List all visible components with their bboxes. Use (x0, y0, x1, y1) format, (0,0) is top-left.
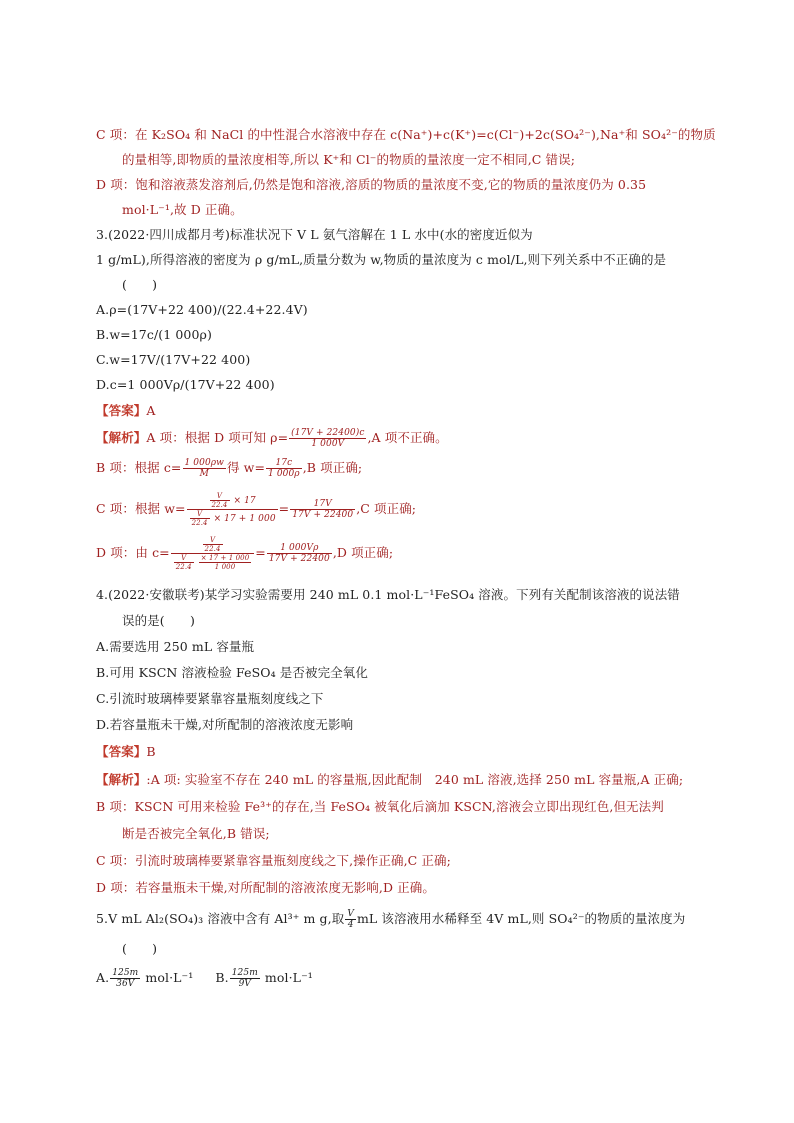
compound-fraction (187, 492, 278, 527)
numerator: × 17 + 1 000 (200, 554, 250, 562)
question-4-stem: 误的是( ) (122, 613, 195, 628)
analysis-text: B 项：根据 c= (96, 460, 182, 475)
question-text: mL 该溶液用水稀释至 4V mL,则 SO₄²⁻的物质的量浓度为 (356, 911, 686, 926)
numerator (171, 536, 255, 554)
analysis-line (96, 428, 706, 449)
fraction (267, 543, 332, 564)
text-line: mol·L⁻¹,故 D 正确。 (122, 202, 243, 217)
analysis-line (96, 771, 706, 789)
option-a: A.需要选用 250 mL 容量瓶 (96, 639, 255, 654)
numerator (187, 492, 278, 510)
denominator: 4 (347, 920, 354, 930)
denominator: 9V (238, 979, 252, 989)
fraction (190, 510, 210, 527)
answer-line (96, 743, 706, 761)
question-5-stem (96, 909, 706, 930)
fraction (345, 909, 356, 930)
fraction (266, 458, 302, 479)
answer-label: 【答案】 (96, 744, 147, 759)
analysis-text: C 项：根据 w= (96, 501, 186, 516)
equals-sign: = (255, 545, 266, 560)
option-a-label: A. (96, 970, 110, 985)
analysis-text: ,D 项正确; (332, 545, 394, 560)
denominator: 22.4 (204, 545, 221, 553)
options-row (96, 968, 706, 989)
numerator: V (347, 909, 354, 919)
text-line: C 项：在 K₂SO₄ 和 NaCl 的中性混合水溶液中存在 c(Na⁺)+c(K⁺)=c(Cl⁻)+2c(SO₄²⁻),Na⁺和 SO₄²⁻的物质 (96, 127, 716, 142)
numerator: V (190, 510, 210, 519)
numerator: 125m (231, 968, 258, 978)
denominator: 22.4 (211, 501, 228, 509)
fraction (110, 968, 140, 989)
option-b: B.可用 KSCN 溶液检验 FeSO₄ 是否被完全氧化 (96, 665, 368, 680)
option-b-unit: mol·L⁻¹ (260, 970, 313, 985)
option-c: C.w=17V/(17V+22 400) (96, 352, 251, 367)
answer-value: B (146, 744, 156, 759)
question-3-stem: 1 g/mL),所得溶液的密度为 ρ g/mL,质量分数为 w,物质的量浓度为 c mol/L,则下列关系中不正确的是 (96, 252, 667, 267)
denominator: 1 000 (214, 563, 236, 571)
text-line: D 项：饱和溶液蒸发溶剂后,仍然是饱和溶液,溶质的物质的量浓度不变,它的物质的量浓度仍为 0.35 (96, 177, 647, 192)
question-4-stem: 4.(2022·安徽联考)某学习实验需要用 240 mL 0.1 mol·L⁻¹FeSO₄ 溶液。下列有关配制该溶液的说法错 (96, 587, 680, 602)
analysis-text: D 项：由 c= (96, 545, 170, 560)
analysis-line: C 项：引流时玻璃棒要紧靠容量瓶刻度线之下,操作正确,C 正确; (96, 853, 451, 868)
analysis-line (96, 536, 706, 571)
equals-sign: = (278, 501, 290, 516)
analysis-text: ,C 项正确; (356, 501, 417, 516)
analysis-line: 断是否被完全氧化,B 错误; (122, 826, 270, 841)
analysis-label: 【解析】 (96, 772, 147, 787)
denominator: 22.4 (175, 563, 192, 571)
analysis-line (96, 458, 706, 479)
denominator: 36V (116, 979, 135, 989)
numerator: V (203, 536, 223, 545)
answer-blank: ( ) (122, 277, 158, 292)
analysis-text: ,A 项不正确。 (367, 430, 448, 445)
fraction (174, 554, 194, 571)
numerator: (17V + 22400)c (291, 428, 365, 438)
fraction (230, 968, 260, 989)
numerator: 17c (266, 458, 302, 469)
analysis-line (96, 492, 706, 527)
option-c: C.引流时玻璃棒要紧靠容量瓶刻度线之下 (96, 691, 324, 706)
analysis-text: :A 项: 实验室不存在 240 mL 的容量瓶,因此配制 240 mL 溶液,选择 250 mL 容量瓶,A 正确; (146, 772, 684, 787)
option-b-label: B. (215, 970, 229, 985)
denominator: 17V + 22400 (292, 510, 354, 520)
denominator: M (199, 469, 209, 479)
fraction (290, 499, 355, 520)
denominator-tail: × 17 + 1 000 (213, 514, 276, 524)
analysis-text: 得 w= (226, 460, 266, 475)
option-a: A.ρ=(17V+22 400)/(22.4+22.4V) (96, 302, 308, 317)
numerator: 125m (112, 968, 139, 978)
denominator: 1 000V (311, 439, 345, 449)
numerator: 1 000Vρ (267, 543, 332, 554)
option-b: B.w=17c/(1 000ρ) (96, 327, 212, 342)
denominator (171, 554, 255, 571)
answer-line (96, 402, 706, 420)
denominator: 17V + 22400 (268, 554, 330, 564)
numerator: V (174, 554, 194, 563)
numerator: 17V (290, 499, 355, 510)
analysis-line: B 项：KSCN 可用来检验 Fe³⁺的存在,当 FeSO₄ 被氧化后滴加 KSCN,溶液会立即出现红色,但无法判 (96, 799, 664, 814)
question-3-stem: 3.(2022·四川成都月考)标准状况下 V L 氨气溶解在 1 L 水中(水的密度近似为 (96, 227, 533, 242)
fraction (203, 536, 223, 553)
option-d: D.若容量瓶未干燥,对所配制的溶液浓度无影响 (96, 717, 354, 732)
analysis-line: D 项：若容量瓶未干燥,对所配制的溶液浓度无影响,D 正确。 (96, 880, 435, 895)
denominator: 1 000ρ (268, 469, 300, 479)
analysis-text: A 项：根据 D 项可知 ρ= (146, 430, 289, 445)
fraction (289, 428, 366, 449)
numerator: V (210, 492, 230, 501)
analysis-text: ,B 项正确; (302, 460, 363, 475)
denominator (187, 510, 278, 527)
answer-blank: ( ) (122, 941, 158, 956)
question-text: 5.V mL Al₂(SO₄)₃ 溶液中含有 Al³⁺ m g,取 (96, 911, 345, 926)
denominator: 22.4 (191, 519, 208, 527)
fraction (183, 458, 226, 479)
fraction (210, 492, 230, 509)
option-a-unit: mol·L⁻¹ (141, 970, 194, 985)
answer-label: 【答案】 (96, 403, 147, 418)
numerator-tail: × 17 (233, 496, 256, 506)
fraction (199, 554, 252, 571)
analysis-label: 【解析】 (96, 430, 147, 445)
numerator: 1 000ρw (184, 458, 224, 468)
compound-fraction (171, 536, 255, 571)
option-d: D.c=1 000Vρ/(17V+22 400) (96, 377, 275, 392)
answer-value: A (146, 403, 156, 418)
text-line: 的量相等,即物质的量浓度相等,所以 K⁺和 Cl⁻的物质的量浓度一定不相同,C 错误; (122, 152, 576, 167)
